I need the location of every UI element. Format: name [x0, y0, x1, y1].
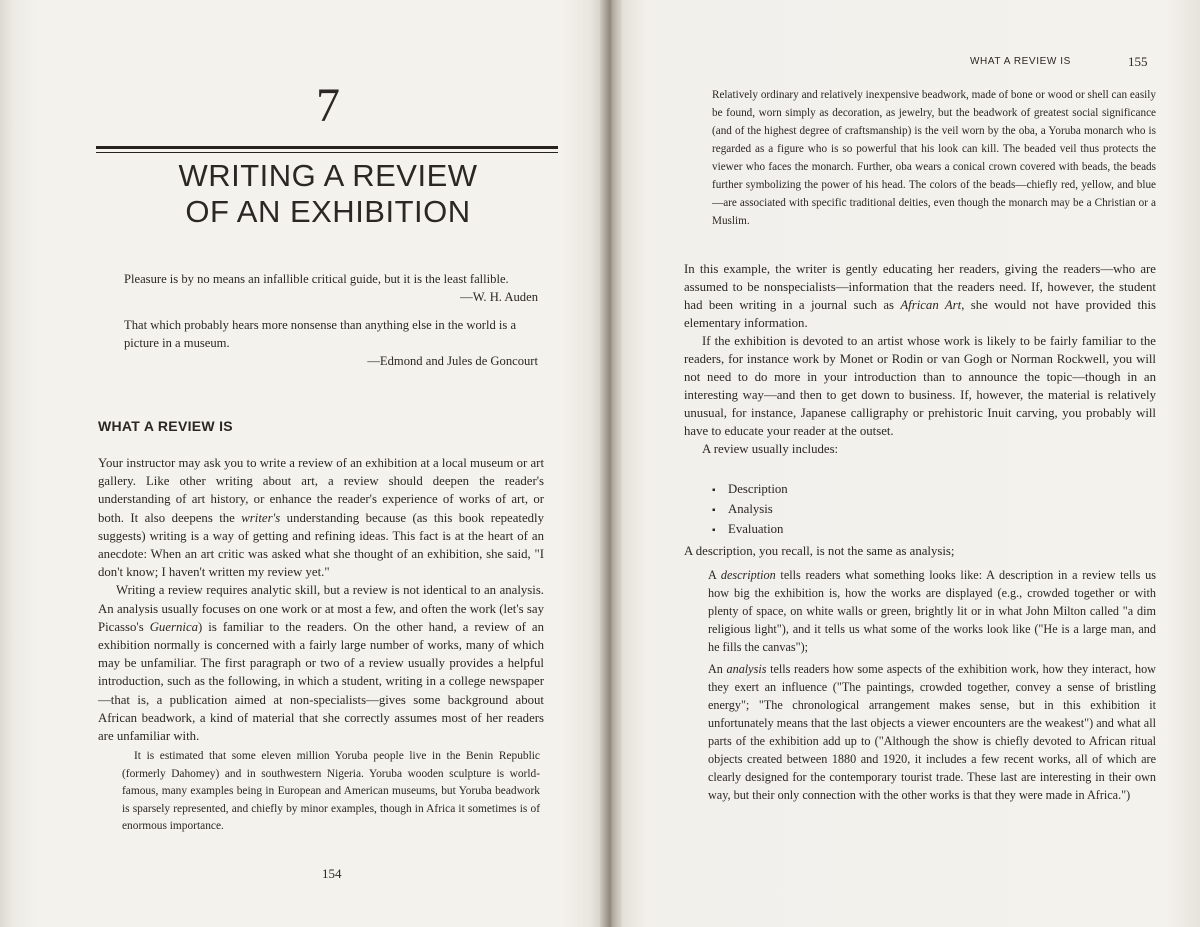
definition-analysis: An analysis tells readers how some aspects of the exhibition work, how they interact, how they exert an influence ("The paintings, crowded together, convey a sense of bristling energy"; "The chronological arrangement makes sense, but in this exhibition it unfortunately means that the last objects a viewer encounters are the weakest") and what all parts of the exhibition add up to ("Although the show is chiefly devoted to African ritual objects created between 1880 and 1920, it includes a few recent works, all of which are clearly designed for the contemporary tourist trade. These last are interesting in their own way, but their only connection with the other works is that they were made in Africa.")	[708, 662, 1156, 802]
paragraph: If the exhibition is devoted to an artist whose work is likely to be fairly familiar to the readers, for instance work by Monet or Rodin or van Gogh or Norman Rockwell, you will not need to do more in your introduction than to announce the topic—though in an interesting way—and then to get down to business. If, however, the material is relatively unusual, for instance, Japanese calligraphy or prehistoric Inuit carving, you probably will have to educate your reader at the outset.	[684, 334, 1156, 438]
emphasis: writer's	[241, 510, 281, 525]
bullet-list	[712, 480, 788, 540]
chapter-title-line2: OF AN EXHIBITION	[185, 194, 471, 229]
chapter-rule-thin	[96, 152, 558, 153]
chapter-number: 7	[316, 79, 340, 132]
list-item: ▪ Analysis	[712, 500, 788, 520]
page-number: 155	[1128, 54, 1148, 69]
emphasis: African Art	[900, 298, 962, 312]
list-item: ▪ Description	[712, 480, 788, 500]
epigraph-attribution: —W. H. Auden	[460, 290, 538, 304]
body-text	[684, 260, 1156, 458]
emphasis: analysis	[726, 662, 767, 676]
paragraph: A description, you recall, is not the same as analysis;	[684, 544, 955, 558]
epigraph-goncourt	[124, 316, 538, 370]
chapter-title	[98, 158, 558, 230]
emphasis: description	[720, 568, 776, 582]
page-number: 154	[322, 866, 342, 881]
epigraph-auden	[124, 270, 538, 306]
emphasis: Guernica	[149, 619, 199, 634]
paragraph: A review usually includes:	[702, 442, 839, 456]
paragraph: In this example, the writer is gently educating her readers, giving the readers—who are assumed to be nonspecialists—information that the readers need. If, however, the student had been writing in a journal such as African Art, she would not have provided this elementary information.	[684, 262, 1156, 330]
right-page	[606, 0, 1200, 927]
book-gutter	[600, 0, 622, 927]
epigraph-attribution: —Edmond and Jules de Goncourt	[367, 354, 538, 368]
paragraph: Writing a review requires analytic skill, but a review is not identical to an analysis. An analysis usually focuses on one work or at most a few, and often the work (let's say Picasso's Guernica) is familiar to the readers. On the other hand, a review of an exhibition normally is concerned with a fairly large number of works, many of which may be unfamiliar. The first paragraph or two of a review usually provides a helpful introduction, such as the following, in which a student, writing in a college newspaper—that is, a publication aimed at non-specialists—gives some background about African beadwork, a kind of material that she correctly assumes most of her readers are unfamiliar with.	[98, 583, 544, 744]
epigraph-text: That which probably hears more nonsense than anything else in the world is a picture in a museum.	[124, 318, 517, 350]
epigraph-text: Pleasure is by no means an infallible critical guide, but it is the least fallible.	[124, 272, 509, 286]
paragraph: Your instructor may ask you to write a review of an exhibition at a local museum or art gallery. Like other writing about art, a review should deepen the reader's understanding of art history, or enhance the reader's experience of works of art, or both. It also deepens the writer's understanding because (as this book repeatedly suggests) writing is a way of getting and refining ideas. This fact is at the heart of an anecdote: When an art critic was asked what she thought of an exhibition, she said, "I don't know; I haven't written my review yet."	[98, 456, 545, 580]
body-text	[98, 454, 544, 745]
definition-description: A description tells readers what something looks like: A description in a review tells us how big the exhibition is, how the works are displayed (e.g., crowded together or with plenty of space, on white walls or green, brightly lit or in what John Milton called "a dim religious light"), and it tells us what some of the works look like ("He is a large man, and he fills the canvas");	[708, 568, 1156, 654]
running-head: WHAT A REVIEW IS	[970, 56, 1071, 67]
block-quote: Relatively ordinary and relatively inexpensive beadwork, made of bone or wood or shell can easily be found, worn simply as decoration, as jewelry, but the beadwork of greatest social significance (and of the highest degree of craftsmanship) is the veil worn by the oba, a Yoruba monarch who is regarded as a figure who is so powerful that his look can kill. The beaded veil thus protects the viewer who faces the monarch. Further, oba wears a conical crown covered with beads, the beads further symbolizing the power of his head. The colors of the beads—chiefly red, yellow, and blue—are associated with specific traditional deities, even though the monarch may be a Christian or a Muslim.	[712, 89, 1156, 227]
chapter-title-line1: WRITING A REVIEW	[178, 158, 478, 193]
list-item: ▪ Evaluation	[712, 520, 788, 540]
chapter-rule-thick	[96, 146, 558, 149]
block-quote: It is estimated that some eleven million Yoruba people live in the Benin Republic (formerly Dahomey) and in southwestern Nigeria. Yoruba wooden sculpture is world-famous, many examples being in European and American museums, but Yoruba beadwork is sparsely represented, and chiefly by minor examples, though in Africa it sometimes is of enormous importance.	[122, 750, 540, 832]
section-heading: WHAT A REVIEW IS	[98, 418, 233, 434]
